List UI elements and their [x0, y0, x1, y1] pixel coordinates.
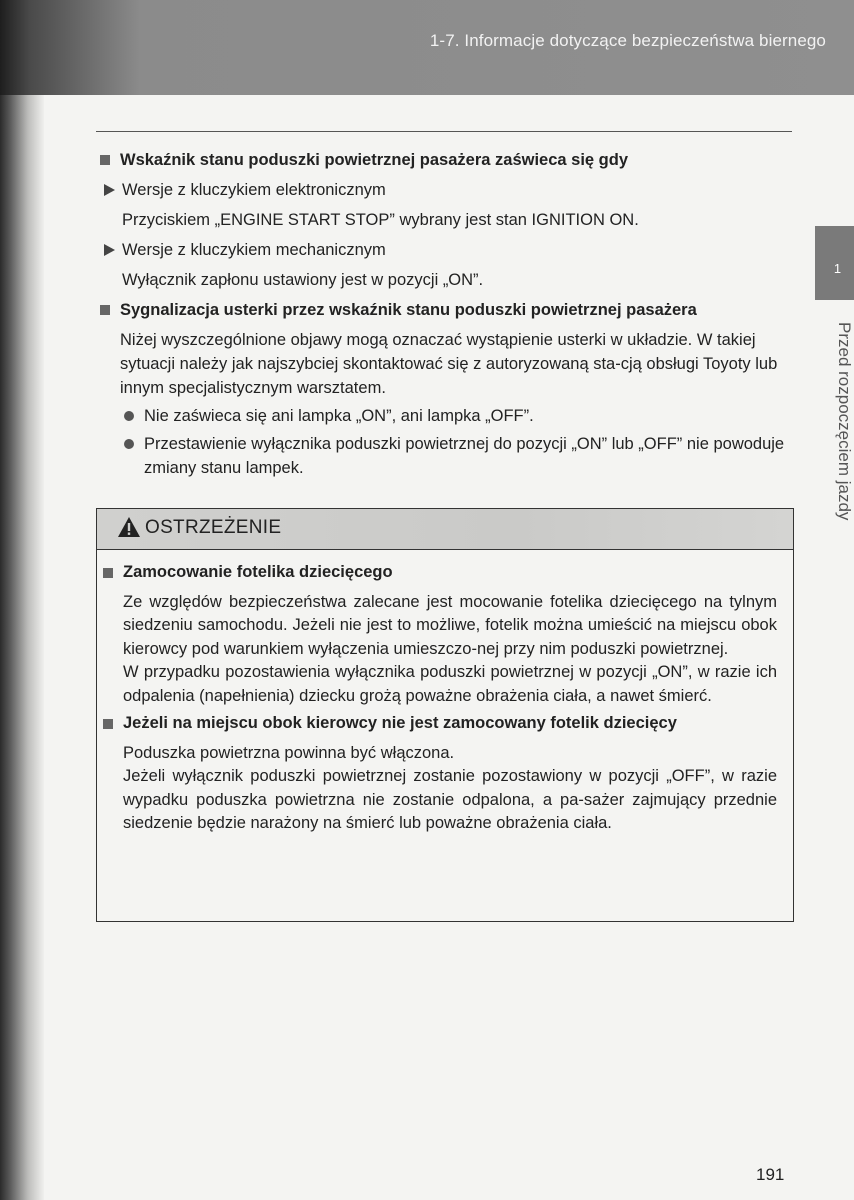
- warning-body: [97, 561, 777, 836]
- version-description: Wyłącznik zapłonu ustawiony jest w pozycji „ON”.: [122, 271, 484, 289]
- square-bullet-icon: [100, 305, 110, 315]
- version-description: Przyciskiem „ENGINE START STOP” wybrany jest stan IGNITION ON.: [122, 211, 639, 229]
- section-tab-number: 1: [833, 260, 842, 276]
- warning-title: OSTRZEŻENIE: [145, 517, 282, 538]
- warning-box: [96, 508, 794, 922]
- version-item: [100, 178, 795, 202]
- section-heading-malfunction: [100, 298, 795, 322]
- section-heading-indicator: [100, 148, 795, 172]
- section-paragraph: Niżej wyszczególnione objawy mogą oznaczać wystąpienie usterki w układzie. W takiej sytuacji należy jak najszybciej skontaktować się z autoryzowaną sta-cją obsługi Toyoty lub innym specjalistycznym warsztatem.: [120, 331, 778, 397]
- round-bullet-icon: [124, 439, 134, 449]
- page-number: 191: [756, 1165, 785, 1184]
- round-bullet-icon: [124, 411, 134, 421]
- version-label: Wersje z kluczykiem mechanicznym: [122, 241, 386, 259]
- warning-heading: [97, 712, 777, 736]
- warning-paragraph: Ze względów bezpieczeństwa zalecane jest mocowanie fotelika dziecięcego na tylnym siedzeniu samochodu. Jeżeli nie jest to możliwe, fotelik można umieścić na miejscu obok kierowcy pod warunkiem wyłączenia umieszczo-nej przy nim poduszki powietrznej.: [123, 592, 777, 658]
- section-heading-text: Wskaźnik stanu poduszki powietrznej pasażera zaświeca się gdy: [120, 151, 629, 169]
- chapter-title: 1-7. Informacje dotyczące bezpieczeństwa biernego: [429, 31, 826, 50]
- version-label: Wersje z kluczykiem elektronicznym: [122, 181, 386, 199]
- section-side-label: Przed rozpoczęciem jazdy: [835, 322, 854, 521]
- list-item: [100, 432, 795, 480]
- list-item: [100, 404, 795, 428]
- list-item-text: Przestawienie wyłącznika poduszki powietrznej do pozycji „ON” lub „OFF” nie powoduje zmiany stanu lampek.: [144, 435, 785, 477]
- triangle-bullet-icon: [104, 244, 115, 256]
- square-bullet-icon: [103, 568, 113, 578]
- warning-paragraph: Poduszka powietrzna powinna być włączona.: [123, 743, 455, 762]
- warning-triangle-icon: [117, 516, 141, 538]
- warning-paragraph: W przypadku pozostawienia wyłącznika poduszki powietrznej w pozycji „ON”, w razie ich odpalenia (napełnienia) dziecku grożą poważne obrażenia ciała, a nawet śmierć.: [123, 663, 777, 705]
- warning-heading: [97, 561, 777, 585]
- square-bullet-icon: [103, 719, 113, 729]
- top-rule: [96, 131, 792, 132]
- list-item-text: Nie zaświeca się ani lampka „ON”, ani lampka „OFF”.: [144, 407, 534, 425]
- section-heading-text: Sygnalizacja usterki przez wskaźnik stanu poduszki powietrznej pasażera: [120, 301, 697, 319]
- section-tab: [815, 226, 854, 300]
- warning-header: [97, 509, 793, 550]
- triangle-bullet-icon: [104, 184, 115, 196]
- square-bullet-icon: [100, 155, 110, 165]
- main-content: [100, 148, 795, 484]
- warning-paragraph: Jeżeli wyłącznik poduszki powietrznej zostanie pozostawiony w pozycji „OFF”, w razie wypadku poduszka powietrzna nie zostanie odpalona, a pa-sażer zajmujący przednie siedzenie będzie narażony na śmierć lub poważne obrażenia ciała.: [123, 767, 777, 832]
- version-item: [100, 238, 795, 262]
- warning-heading-text: Zamocowanie fotelika dziecięcego: [123, 563, 393, 581]
- page-binding-shadow: [0, 0, 44, 1200]
- warning-heading-text: Jeżeli na miejscu obok kierowcy nie jest zamocowany fotelik dziecięcy: [123, 714, 677, 732]
- header-band: [0, 0, 854, 95]
